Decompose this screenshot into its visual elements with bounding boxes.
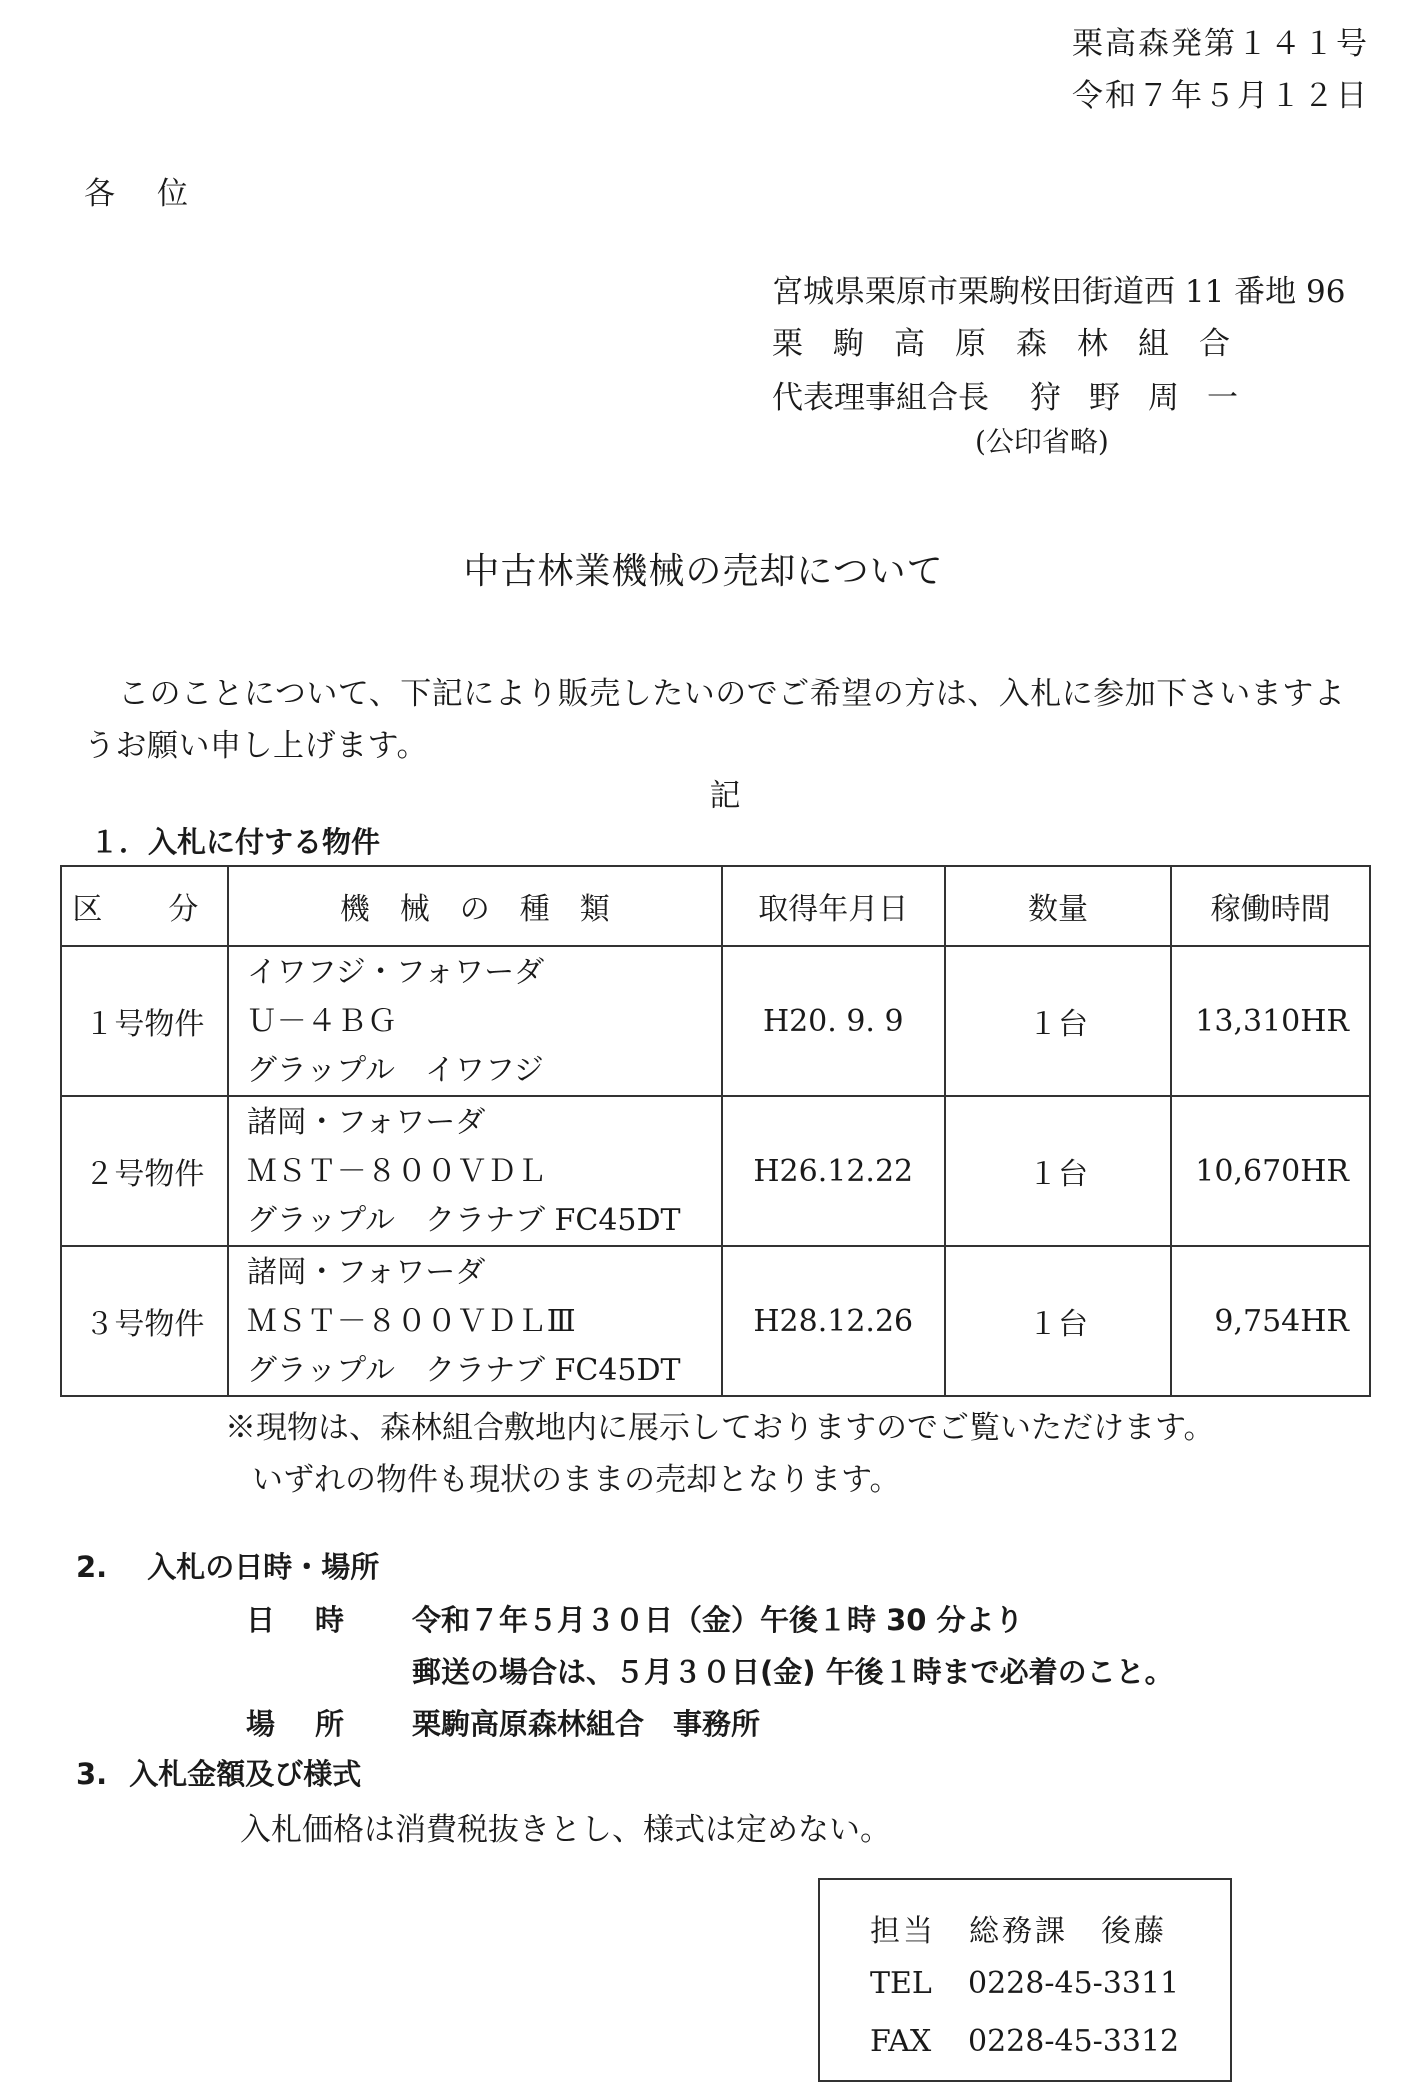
row-qty: １台 xyxy=(945,1246,1172,1396)
section-3-title: 入札金額及び様式 xyxy=(129,1757,362,1791)
machine-line: ＭＳＴ－８００ＶＤＬⅢ xyxy=(246,1303,576,1339)
row-hours: 9,754HR xyxy=(1171,1246,1370,1396)
condition-note: いずれの物件も現状のままの売却となります。 xyxy=(252,1462,901,1498)
document-date: 令和７年５月１２日 xyxy=(1072,78,1369,114)
place-label: 場所 xyxy=(246,1707,385,1741)
datetime-label: 日時 xyxy=(246,1603,385,1637)
place-value: 栗駒高原森林組合 事務所 xyxy=(412,1707,761,1741)
table-row xyxy=(61,946,1370,1096)
seal-omitted-note: (公印省略) xyxy=(975,425,1109,458)
machine-line: Ｕ－４ＢＧ xyxy=(246,1003,397,1039)
column-header-qty: 数量 xyxy=(945,866,1172,946)
section-1-heading: １．入札に付する物件 xyxy=(90,825,381,859)
contact-box xyxy=(818,1878,1232,2082)
section-2-number: 2. xyxy=(76,1550,108,1584)
row-hours: 10,670HR xyxy=(1171,1096,1370,1246)
machine-line: イワフジ・フォワーダ xyxy=(246,954,545,990)
bid-format-note: 入札価格は消費税抜きとし、様式は定めない。 xyxy=(240,1812,891,1848)
sender-organization: 栗駒高原森林組合 xyxy=(772,326,1260,362)
document-title: 中古林業機械の売却について xyxy=(463,551,944,592)
table-row xyxy=(61,1096,1370,1246)
document-number: 栗高森発第１４１号 xyxy=(1072,26,1369,62)
addressee: 各位 xyxy=(84,176,230,212)
section-2-title: 入札の日時・場所 xyxy=(147,1550,380,1584)
row-acquired: H28.12.26 xyxy=(722,1246,945,1396)
datetime-value: 令和７年５月３０日（金）午後１時 30 分より xyxy=(412,1603,1024,1637)
column-header-class: 区 分 xyxy=(61,866,228,946)
fax-number: 0228-45-3312 xyxy=(968,2024,1180,2059)
contact-person: 担当 総務課 後藤 xyxy=(870,1914,1167,1949)
ki-marker: 記 xyxy=(709,778,741,814)
items-table xyxy=(60,865,1371,1397)
row-class: ２号物件 xyxy=(61,1096,228,1246)
mail-deadline: 郵送の場合は、５月３０日(金) 午後１時まで必着のこと。 xyxy=(412,1655,1174,1689)
sender-address: 宮城県栗原市栗駒桜田街道西 11 番地 96 xyxy=(772,274,1346,310)
sender-representative-name: 狩野周一 xyxy=(1030,380,1266,416)
contact-tel xyxy=(870,1966,1179,2001)
table-header-row xyxy=(61,866,1370,946)
row-machine xyxy=(228,1096,722,1246)
intro-paragraph: このことについて、下記により販売したいのでご希望の方は、入札に参加下さいますようお願い申し上げます。 xyxy=(84,676,1346,764)
row-acquired: H26.12.22 xyxy=(722,1096,945,1246)
display-note: ※現物は、森林組合敷地内に展示しておりますのでご覧いただけます。 xyxy=(225,1410,1215,1446)
machine-line: グラップル クラナブ FC45DT xyxy=(246,1352,681,1388)
machine-line: グラップル イワフジ xyxy=(246,1052,544,1088)
column-header-hours: 稼働時間 xyxy=(1171,866,1370,946)
row-qty: １台 xyxy=(945,946,1172,1096)
row-class: ３号物件 xyxy=(61,1246,228,1396)
machine-line: 諸岡・フォワーダ xyxy=(246,1104,486,1140)
section-3-number: 3. xyxy=(76,1757,108,1791)
table-row xyxy=(61,1246,1370,1396)
section-3-heading xyxy=(76,1752,361,1793)
row-qty: １台 xyxy=(945,1096,1172,1246)
section-2-heading xyxy=(76,1545,379,1586)
contact-fax xyxy=(870,2024,1179,2059)
fax-label: FAX xyxy=(870,2024,932,2059)
machine-line: グラップル クラナブ FC45DT xyxy=(246,1202,681,1238)
row-machine xyxy=(228,946,722,1096)
row-machine xyxy=(228,1246,722,1396)
column-header-machine: 機 械 の 種 類 xyxy=(228,866,722,946)
tel-label: TEL xyxy=(870,1966,932,2001)
tel-number: 0228-45-3311 xyxy=(968,1966,1180,2001)
row-hours: 13,310HR xyxy=(1171,946,1370,1096)
machine-line: 諸岡・フォワーダ xyxy=(246,1254,486,1290)
column-header-acquired: 取得年月日 xyxy=(722,866,945,946)
row-class: １号物件 xyxy=(61,946,228,1096)
sender-representative-title: 代表理事組合長 xyxy=(772,380,989,416)
row-acquired: H20. 9. 9 xyxy=(722,946,945,1096)
machine-line: ＭＳＴ－８００ＶＤＬ xyxy=(246,1153,547,1189)
